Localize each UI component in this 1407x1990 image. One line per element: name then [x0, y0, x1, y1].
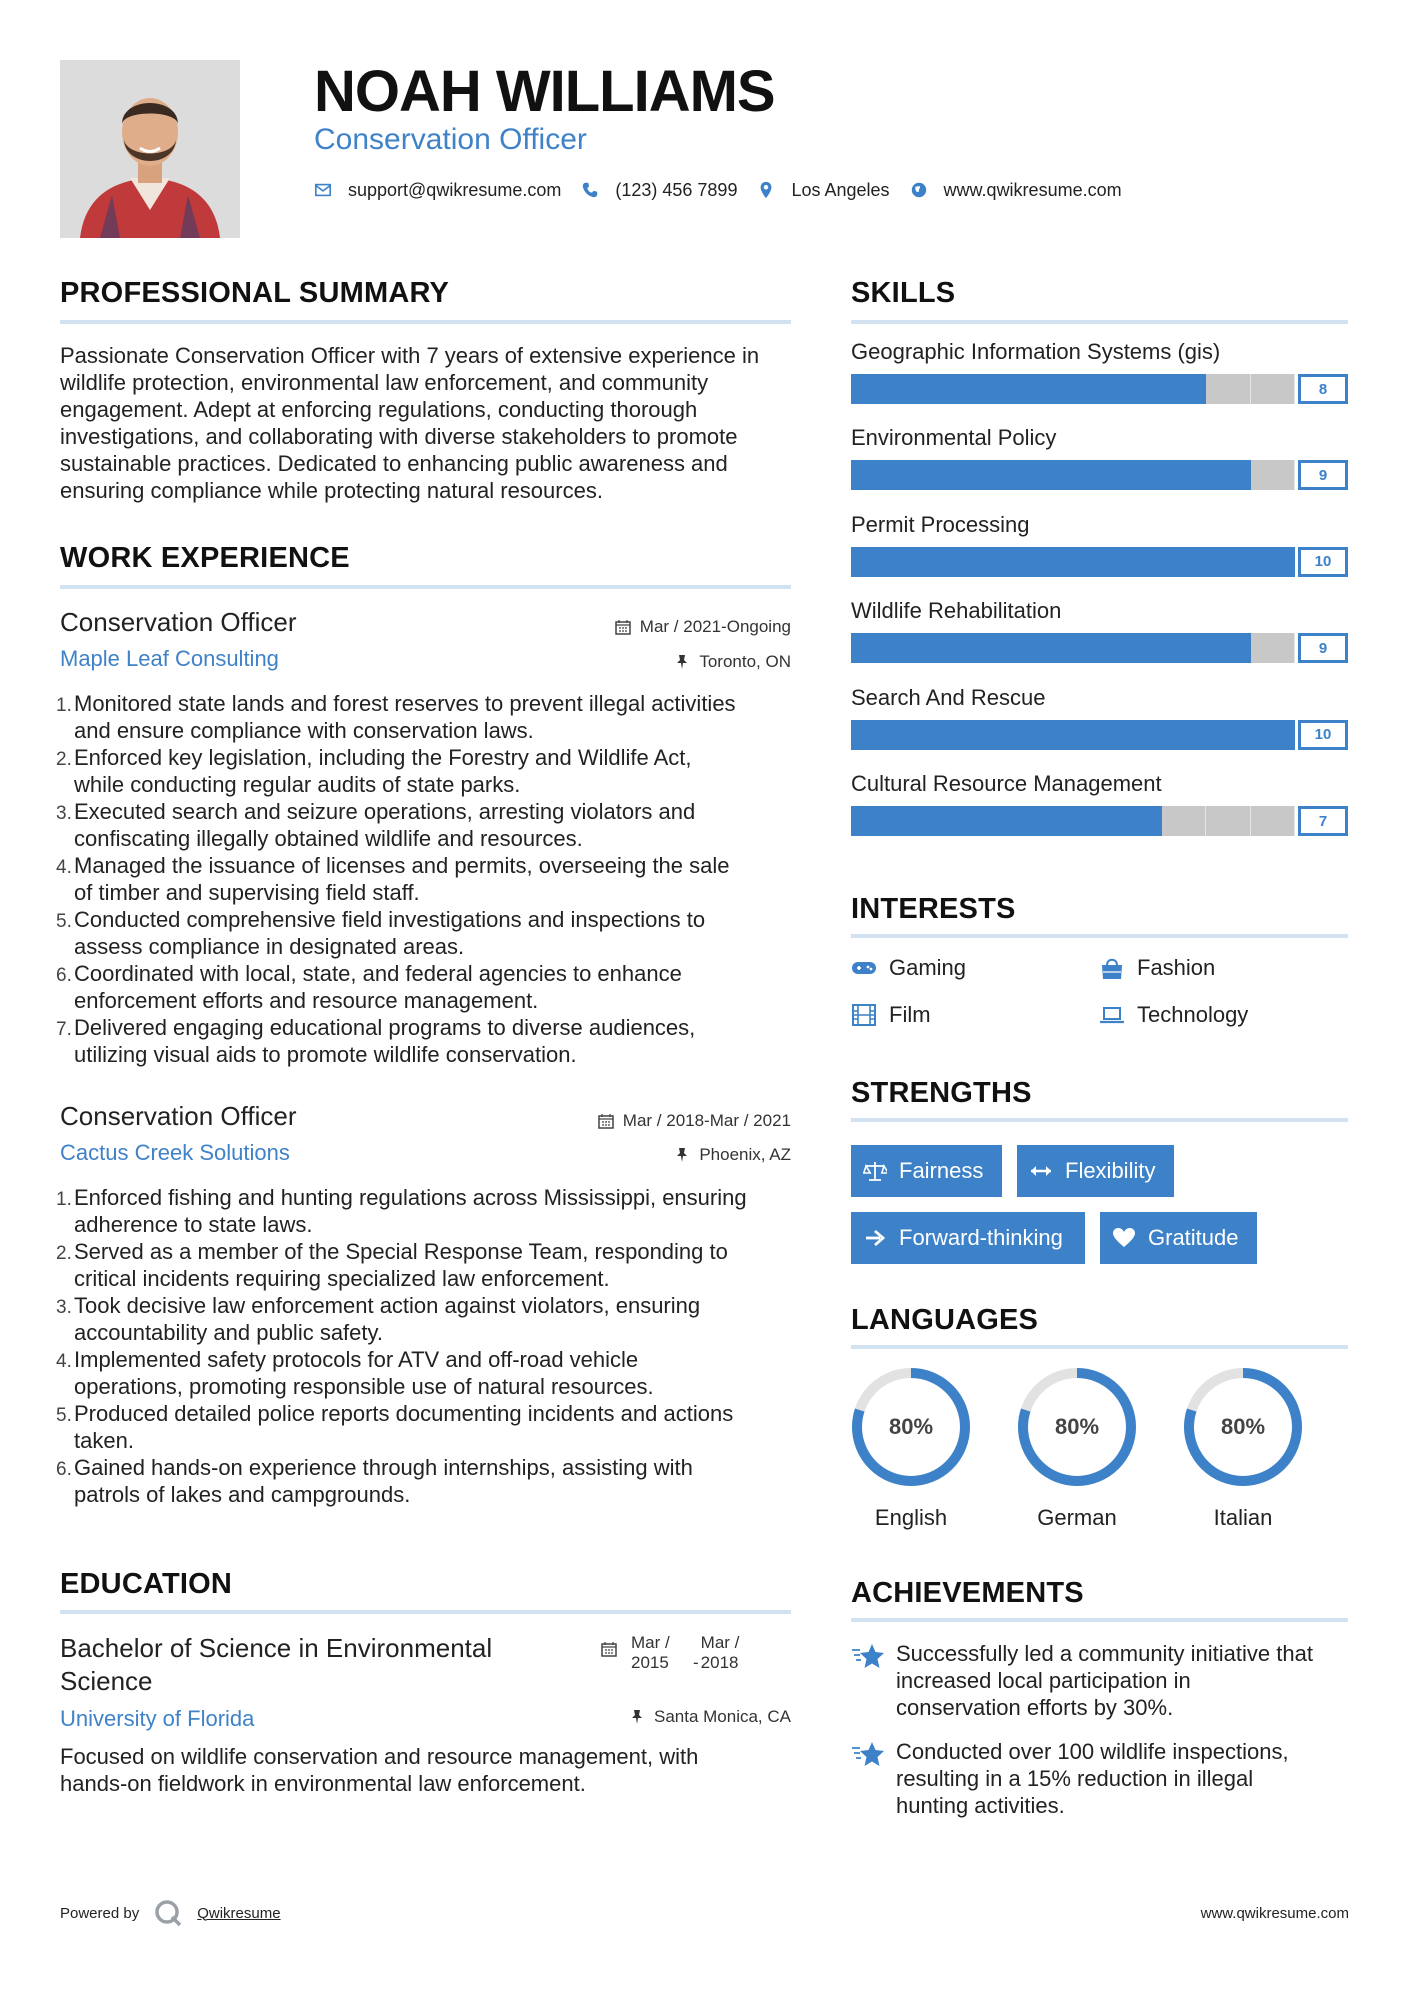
star-icon — [851, 1642, 885, 1672]
website-text: www.qwikresume.com — [943, 180, 1122, 200]
globe-icon — [910, 181, 928, 199]
bullet-line: patrols of lakes and campgrounds. — [74, 1482, 411, 1507]
strength-label: Forward-thinking — [899, 1225, 1063, 1250]
bullet-line: Conducted comprehensive field investigations and inspections to — [74, 907, 706, 932]
start-line: 2015 — [631, 1653, 669, 1672]
school-name: University of Florida — [60, 1706, 255, 1731]
strength-chip — [1017, 1145, 1174, 1197]
skill-name: Permit Processing — [851, 511, 1030, 537]
avatar-illustration — [60, 60, 240, 238]
achievement-line: conservation efforts by 30%. — [896, 1695, 1174, 1720]
skills-heading: SKILLS — [851, 277, 956, 309]
skill-bar-segment-filled — [1162, 460, 1206, 490]
job-bullets — [56, 690, 801, 1068]
language-name: Italian — [1213, 1505, 1273, 1530]
interest-item — [1099, 954, 1215, 982]
arrow-right-icon — [863, 1226, 887, 1250]
skill-bar-segment-filled — [1029, 547, 1073, 577]
calendar-icon — [598, 1113, 614, 1129]
arrows-horizontal-icon — [1029, 1159, 1053, 1183]
bullet-line: Managed the issuance of licenses and permits, overseeing the sale — [74, 853, 730, 878]
phone-icon — [581, 181, 599, 199]
experience-rule — [60, 585, 791, 589]
skill-bar-segment-filled — [940, 374, 984, 404]
skill-score: 10 — [1298, 547, 1348, 577]
skill-bar — [851, 633, 1348, 663]
bullet-line: confiscating illegally obtained wildlife and resources. — [74, 826, 583, 851]
skill-bar-segment-filled — [851, 374, 895, 404]
bullet-line: and ensure compliance with conservation laws. — [74, 718, 534, 743]
interest-label: Technology — [1137, 1002, 1249, 1027]
job-title: Conservation Officer — [60, 607, 297, 637]
skill-bar-segment-filled — [895, 633, 939, 663]
skill-bar-segment-filled — [984, 374, 1028, 404]
powered-by-text: Powered by — [60, 1904, 140, 1922]
skill-bar-segment-filled — [1162, 547, 1206, 577]
summary-line: wildlife protection, environmental law enforcement, and community — [60, 370, 709, 395]
email-text: support@qwikresume.com — [348, 180, 562, 200]
bullet-number: 3. — [56, 1297, 72, 1318]
skill-bar — [851, 547, 1348, 577]
balance-scale-icon — [863, 1159, 887, 1183]
skill-bar-segment-filled — [1029, 633, 1073, 663]
skill-bar-segment-filled — [1073, 547, 1117, 577]
interest-item — [1099, 1001, 1248, 1029]
skill-bar-segment-filled — [1162, 720, 1206, 750]
skill-bar-segment-filled — [984, 460, 1028, 490]
contact-location — [757, 178, 889, 202]
description-line: Focused on wildlife conservation and resource management, with — [60, 1744, 699, 1769]
bullet-line: utilizing visual aids to promote wildlife conservation. — [74, 1042, 577, 1067]
skill-bar-segment-filled — [940, 460, 984, 490]
bullet-number: 7. — [56, 1019, 72, 1040]
skill-score: 9 — [1298, 460, 1348, 490]
skill-bar-segment-filled — [851, 806, 895, 836]
education-end — [699, 1633, 767, 1673]
pushpin-icon — [629, 1709, 645, 1725]
candidate-name: NOAH WILLIAMS — [314, 59, 775, 124]
interest-label: Film — [889, 1002, 931, 1027]
achievement-line: Conducted over 100 wildlife inspections, — [896, 1739, 1289, 1764]
calendar-icon — [615, 619, 631, 635]
bullet-line: Delivered engaging educational programs to diverse audiences, — [74, 1015, 696, 1040]
list-item — [56, 906, 801, 960]
achievement-line: Successfully led a community initiative that — [896, 1641, 1313, 1666]
skill-bar-segment-empty — [1251, 806, 1295, 836]
skill-name: Cultural Resource Management — [851, 771, 1162, 796]
education-heading: EDUCATION — [60, 1568, 233, 1600]
strengths-heading: STRENGTHS — [851, 1077, 1032, 1109]
skill-bar-segment-filled — [851, 547, 895, 577]
list-item — [56, 1454, 801, 1508]
skill-bar-segment-filled — [1117, 806, 1161, 836]
degree-title — [60, 1632, 580, 1698]
skill-bar-segment-filled — [1073, 633, 1117, 663]
job-location-text: Toronto, ON — [699, 652, 791, 671]
skill-bar-segment-empty — [1251, 374, 1295, 404]
skill-bar-segment-empty — [1162, 806, 1206, 836]
list-item — [56, 852, 801, 906]
skill-bar-segment-filled — [895, 460, 939, 490]
bullet-line: enforcement efforts and resource management. — [74, 988, 539, 1013]
job-bullets — [56, 1184, 801, 1508]
language-percent: 80% — [1220, 1414, 1266, 1439]
language-name: German — [1037, 1505, 1117, 1530]
achievements-heading: ACHIEVEMENTS — [851, 1577, 1084, 1609]
bullet-line: Gained hands-on experience through internships, assisting with — [74, 1455, 693, 1480]
skill-bar-segment-filled — [984, 806, 1028, 836]
qwikresume-logo-icon — [153, 1898, 183, 1928]
skill-bar-segment-filled — [940, 720, 984, 750]
skill-bar-segment-filled — [895, 374, 939, 404]
map-pin-icon — [757, 181, 775, 199]
job-location-text: Phoenix, AZ — [699, 1145, 791, 1164]
skill-bar-segment-filled — [1206, 460, 1250, 490]
contact-bar — [314, 178, 1142, 202]
list-item — [56, 960, 801, 1014]
bullet-number: 6. — [56, 965, 72, 986]
skill-bar-segment-filled — [1162, 633, 1206, 663]
candidate-role: Conservation Officer — [314, 123, 587, 156]
strength-chip — [851, 1145, 1002, 1197]
job-title: Conservation Officer — [60, 1101, 297, 1131]
bullet-line: assess compliance in designated areas. — [74, 934, 465, 959]
summary-rule — [60, 320, 791, 324]
skill-bar-segment-filled — [851, 633, 895, 663]
summary-heading: PROFESSIONAL SUMMARY — [60, 277, 450, 309]
job-date — [615, 616, 791, 638]
skill-bar — [851, 806, 1348, 836]
bullet-line: Executed search and seizure operations, arresting violators and — [74, 799, 696, 824]
skill-name: Search And Rescue — [851, 684, 1046, 710]
bullet-line: Coordinated with local, state, and federal agencies to enhance — [74, 961, 682, 986]
skill-bar-segment-filled — [984, 720, 1028, 750]
end-line: Mar / — [700, 1633, 740, 1652]
skill-bar-segment-filled — [1117, 633, 1161, 663]
skill-bar — [851, 720, 1348, 750]
summary-line: engagement. Adept at enforcing regulations, conducting thorough — [60, 397, 698, 422]
skill-bar-segment-filled — [1073, 460, 1117, 490]
skill-bar-segment-filled — [895, 806, 939, 836]
bullet-line: Served as a member of the Special Response Team, responding to — [74, 1239, 728, 1264]
job-date — [598, 1110, 791, 1132]
skill-bar-segment-filled — [1029, 374, 1073, 404]
bullet-line: Enforced fishing and hunting regulations across Mississippi, ensuring — [74, 1185, 747, 1210]
brand-link[interactable]: Qwikresume — [197, 1904, 281, 1922]
pushpin-icon — [674, 654, 690, 670]
skill-bar-segment-filled — [895, 547, 939, 577]
achievement-item — [851, 1738, 1351, 1819]
company-name: Maple Leaf Consulting — [60, 646, 279, 671]
bullet-number: 1. — [56, 695, 72, 716]
achievement-item — [851, 1640, 1351, 1721]
strengths-rule — [851, 1118, 1348, 1122]
summary-line: ensuring compliance while protecting natural resources. — [60, 478, 603, 503]
bullet-line: Produced detailed police reports documenting incidents and actions — [74, 1401, 734, 1426]
degree-line: Bachelor of Science in Environmental — [60, 1633, 493, 1663]
skill-bar-segment-filled — [1206, 547, 1250, 577]
languages-rule — [851, 1345, 1348, 1349]
education-description — [60, 1743, 800, 1797]
list-item — [56, 1014, 801, 1068]
gamepad-icon — [851, 955, 877, 981]
company-name: Cactus Creek Solutions — [60, 1140, 290, 1165]
profile-photo — [60, 60, 240, 238]
summary-line: sustainable practices. Dedicated to enhancing public awareness and — [60, 451, 728, 476]
skill-bar — [851, 460, 1348, 490]
skill-bar-segment-filled — [940, 633, 984, 663]
bullet-line: adherence to state laws. — [74, 1212, 313, 1237]
bullet-line: operations, promoting responsible use of natural resources. — [74, 1374, 654, 1399]
list-item — [56, 744, 801, 798]
calendar-icon — [601, 1641, 617, 1657]
skill-bar-segment-filled — [1073, 806, 1117, 836]
film-icon — [851, 1002, 877, 1028]
skill-bar-segment-filled — [1117, 720, 1161, 750]
skill-bar-segment-filled — [1073, 374, 1117, 404]
list-item — [56, 1184, 801, 1238]
skill-bar-segment-filled — [1029, 806, 1073, 836]
interests-heading: INTERESTS — [851, 893, 1016, 925]
shopping-bag-icon — [1099, 955, 1125, 981]
bullet-line: Took decisive law enforcement action against violators, ensuring — [74, 1293, 701, 1318]
list-item — [56, 1346, 801, 1400]
footer-powered-by — [60, 1898, 281, 1928]
skill-bar-segment-filled — [1029, 720, 1073, 750]
skill-bar-segment-filled — [1251, 720, 1295, 750]
pushpin-icon — [674, 1147, 690, 1163]
skill-name: Wildlife Rehabilitation — [851, 598, 1062, 624]
footer-url[interactable]: www.qwikresume.com — [1200, 1905, 1349, 1922]
list-item — [56, 690, 801, 744]
job-date-text: Mar / 2021-Ongoing — [639, 617, 791, 636]
bullet-line: critical incidents requiring specialized law enforcement. — [74, 1266, 610, 1291]
list-item — [56, 1292, 801, 1346]
bullet-number: 1. — [56, 1189, 72, 1210]
interest-label: Fashion — [1137, 955, 1216, 980]
skills-rule — [851, 320, 1348, 324]
end-line: 2018 — [700, 1653, 739, 1672]
skill-bar-segment-filled — [1251, 547, 1295, 577]
skill-name: Environmental Policy — [851, 425, 1057, 451]
skill-bar-segment-filled — [1117, 374, 1161, 404]
bullet-line: of timber and supervising field staff. — [74, 880, 420, 905]
bullet-line: accountability and public safety. — [74, 1320, 383, 1345]
skill-bar-segment-filled — [1206, 633, 1250, 663]
skill-bar-segment-filled — [1162, 374, 1206, 404]
summary-line: investigations, and collaborating with diverse stakeholders to promote — [60, 424, 738, 449]
language-item — [849, 1365, 973, 1530]
skill-score: 9 — [1298, 633, 1348, 663]
interest-item — [851, 1001, 931, 1029]
summary-line: Passionate Conservation Officer with 7 years of extensive experience in — [60, 343, 760, 368]
languages-heading: LANGUAGES — [851, 1304, 1039, 1336]
envelope-icon — [314, 181, 332, 199]
language-percent: 80% — [1054, 1414, 1100, 1439]
bullet-line: while conducting regular audits of state parks. — [74, 772, 521, 797]
skill-bar-segment-filled — [940, 547, 984, 577]
strength-chip — [1100, 1212, 1257, 1264]
bullet-number: 6. — [56, 1459, 72, 1480]
list-item — [56, 1238, 801, 1292]
bullet-line: Implemented safety protocols for ATV and off-road vehicle — [74, 1347, 639, 1372]
language-item — [1015, 1365, 1139, 1530]
job-location — [674, 1144, 791, 1166]
skill-bar-segment-empty — [1206, 374, 1250, 404]
interest-label: Gaming — [889, 955, 967, 980]
contact-email[interactable] — [314, 178, 561, 202]
skill-bar-segment-filled — [895, 720, 939, 750]
skill-score: 7 — [1298, 806, 1348, 836]
skill-bar-segment-filled — [851, 720, 895, 750]
bullet-number: 5. — [56, 911, 72, 932]
education-rule — [60, 1610, 791, 1614]
skill-bar-segment-empty — [1251, 633, 1295, 663]
education-dates — [601, 1633, 767, 1673]
laptop-icon — [1099, 1002, 1125, 1028]
education-start — [625, 1633, 693, 1673]
summary-text — [60, 342, 795, 504]
skill-bar-segment-filled — [1117, 547, 1161, 577]
language-percent: 80% — [888, 1414, 934, 1439]
date-separator: - — [693, 1653, 699, 1672]
bullet-number: 5. — [56, 1405, 72, 1426]
bullet-line: Enforced key legislation, including the Forestry and Wildlife Act, — [74, 745, 692, 770]
skill-bar — [851, 374, 1348, 404]
skill-bar-segment-filled — [1206, 720, 1250, 750]
language-item — [1181, 1365, 1305, 1530]
skill-bar-segment-empty — [1206, 806, 1250, 836]
achievement-line: increased local participation in — [896, 1668, 1191, 1693]
strength-label: Gratitude — [1148, 1225, 1239, 1250]
skill-bar-segment-filled — [984, 547, 1028, 577]
bullet-number: 4. — [56, 857, 72, 878]
skill-bar-segment-filled — [940, 806, 984, 836]
strength-label: Flexibility — [1065, 1158, 1156, 1183]
skill-bar-segment-filled — [851, 460, 895, 490]
job-location — [674, 651, 791, 673]
location-text: Los Angeles — [791, 180, 890, 200]
list-item — [56, 1400, 801, 1454]
education-location-text: Santa Monica, CA — [653, 1707, 791, 1726]
degree-line: Science — [60, 1666, 153, 1696]
skill-bar-segment-filled — [1117, 460, 1161, 490]
bullet-number: 2. — [56, 749, 72, 770]
interests-rule — [851, 934, 1348, 938]
job-date-text: Mar / 2018-Mar / 2021 — [622, 1111, 791, 1130]
achievement-line: hunting activities. — [896, 1793, 1065, 1818]
strength-chip — [851, 1212, 1085, 1264]
skill-name: Geographic Information Systems (gis) — [851, 339, 1221, 364]
star-icon — [851, 1740, 885, 1770]
bullet-line: Monitored state lands and forest reserves to prevent illegal activities — [74, 691, 736, 716]
skill-bar-segment-filled — [1029, 460, 1073, 490]
bullet-number: 4. — [56, 1351, 72, 1372]
start-line: Mar / — [631, 1633, 670, 1652]
skill-score: 8 — [1298, 374, 1348, 404]
skill-bar-segment-empty — [1251, 460, 1295, 490]
contact-website[interactable] — [910, 178, 1122, 202]
list-item — [56, 798, 801, 852]
experience-heading: WORK EXPERIENCE — [60, 542, 350, 574]
language-name: English — [874, 1505, 948, 1530]
skill-score: 10 — [1298, 720, 1348, 750]
bullet-line: taken. — [74, 1428, 134, 1453]
interest-item — [851, 954, 966, 982]
education-location — [629, 1706, 791, 1728]
strength-label: Fairness — [899, 1158, 984, 1183]
bullet-number: 3. — [56, 803, 72, 824]
heart-icon — [1112, 1226, 1136, 1250]
bullet-number: 2. — [56, 1243, 72, 1264]
contact-phone[interactable] — [581, 178, 737, 202]
achievement-line: resulting in a 15% reduction in illegal — [896, 1766, 1254, 1791]
skill-bar-segment-filled — [984, 633, 1028, 663]
description-line: hands-on fieldwork in environmental law enforcement. — [60, 1771, 586, 1796]
phone-text: (123) 456 7899 — [615, 180, 738, 200]
achievements-rule — [851, 1618, 1348, 1622]
skill-bar-segment-filled — [1073, 720, 1117, 750]
